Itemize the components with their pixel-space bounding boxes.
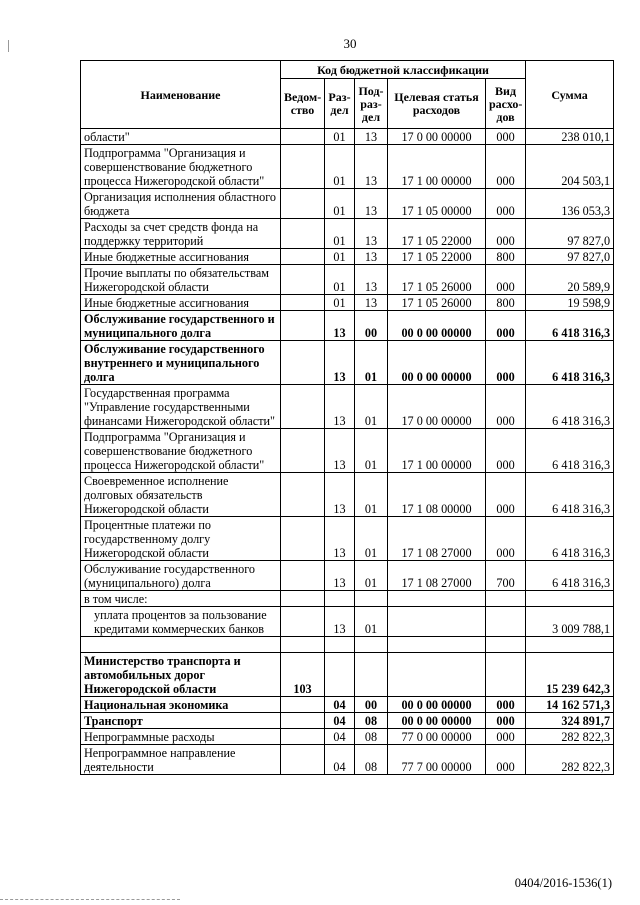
cell-sum: 6 418 316,3: [526, 385, 614, 429]
cell-sum: 6 418 316,3: [526, 429, 614, 473]
cell-ved: [281, 249, 325, 265]
cell-cs: 17 1 00 00000: [388, 145, 486, 189]
cell-vr: 000: [486, 517, 526, 561]
cell-pr: 08: [355, 729, 388, 745]
header-name: Наименование: [81, 61, 281, 129]
scan-artifact: [0, 899, 180, 901]
table-row: [81, 341, 614, 385]
cell-name: Обслуживание государственного и муниципального долга: [81, 311, 281, 341]
table-row: [81, 145, 614, 189]
cell-cs: 17 0 00 00000: [388, 129, 486, 145]
cell-cs: 77 7 00 00000: [388, 745, 486, 775]
cell-name: Прочие выплаты по обязательствам Нижегородской области: [81, 265, 281, 295]
cell-vr: 700: [486, 561, 526, 591]
cell-cs: 17 1 05 22000: [388, 219, 486, 249]
cell-pr: 08: [355, 745, 388, 775]
cell-name: Подпрограмма "Организация и совершенствование бюджетного процесса Нижегородской области": [81, 429, 281, 473]
cell-ved: [281, 517, 325, 561]
cell-name: Расходы за счет средств фонда на поддержку территорий: [81, 219, 281, 249]
cell-name: Иные бюджетные ассигнования: [81, 295, 281, 311]
cell-vr: 000: [486, 265, 526, 295]
cell-cs: 17 1 08 27000: [388, 561, 486, 591]
cell-pr: 13: [355, 265, 388, 295]
cell-cs: 17 1 05 22000: [388, 249, 486, 265]
cell-sum: 15 239 642,3: [526, 653, 614, 697]
cell-vr: 800: [486, 249, 526, 265]
cell-rz: 13: [325, 385, 355, 429]
cell-rz: [325, 653, 355, 697]
cell-vr: 800: [486, 295, 526, 311]
cell-name: [81, 637, 281, 653]
cell-cs: [388, 653, 486, 697]
cell-ved: [281, 637, 325, 653]
table-row: [81, 607, 614, 637]
header-sum: Сумма: [526, 61, 614, 129]
cell-vr: 000: [486, 429, 526, 473]
header-razdel: Раз-дел: [325, 79, 355, 129]
cell-cs: 00 0 00 00000: [388, 311, 486, 341]
cell-name: области": [81, 129, 281, 145]
cell-name: Обслуживание государственного (муниципального) долга: [81, 561, 281, 591]
cell-vr: [486, 653, 526, 697]
cell-name: Непрограммное направление деятельности: [81, 745, 281, 775]
cell-name: Обслуживание государственного внутреннего и муниципального долга: [81, 341, 281, 385]
cell-name: Государственная программа "Управление государственными финансами Нижегородской области": [81, 385, 281, 429]
table-row: [81, 219, 614, 249]
cell-sum: 6 418 316,3: [526, 517, 614, 561]
cell-cs: 17 1 05 00000: [388, 189, 486, 219]
header-target-article: Целевая статья расходов: [388, 79, 486, 129]
cell-rz: 13: [325, 473, 355, 517]
cell-ved: [281, 713, 325, 729]
cell-vr: 000: [486, 713, 526, 729]
cell-cs: 17 1 08 00000: [388, 473, 486, 517]
cell-pr: 01: [355, 517, 388, 561]
cell-sum: 6 418 316,3: [526, 561, 614, 591]
cell-vr: 000: [486, 189, 526, 219]
cell-sum: 20 589,9: [526, 265, 614, 295]
cell-ved: [281, 729, 325, 745]
cell-sum: 19 598,9: [526, 295, 614, 311]
cell-name: Организация исполнения областного бюджета: [81, 189, 281, 219]
cell-cs: [388, 637, 486, 653]
cell-ved: [281, 429, 325, 473]
cell-rz: 01: [325, 129, 355, 145]
table-row: [81, 385, 614, 429]
table-row: [81, 517, 614, 561]
cell-pr: [355, 637, 388, 653]
cell-pr: 08: [355, 713, 388, 729]
cell-ved: [281, 385, 325, 429]
cell-vr: 000: [486, 745, 526, 775]
cell-name: Министерство транспорта и автомобильных дорог Нижегородской области: [81, 653, 281, 697]
cell-vr: 000: [486, 697, 526, 713]
cell-ved: [281, 145, 325, 189]
table-row: [81, 745, 614, 775]
cell-sum: 204 503,1: [526, 145, 614, 189]
cell-sum: 3 009 788,1: [526, 607, 614, 637]
header-vedomstvo: Ведом-ство: [281, 79, 325, 129]
cell-rz: 13: [325, 341, 355, 385]
header-code-group: Код бюджетной классификации: [281, 61, 526, 79]
cell-sum: 6 418 316,3: [526, 341, 614, 385]
cell-sum: 14 162 571,3: [526, 697, 614, 713]
table-row: [81, 189, 614, 219]
cell-rz: [325, 591, 355, 607]
cell-vr: [486, 591, 526, 607]
cell-sum: 324 891,7: [526, 713, 614, 729]
table-row: [81, 129, 614, 145]
cell-name: в том числе:: [81, 591, 281, 607]
cell-ved: [281, 607, 325, 637]
cell-rz: 13: [325, 429, 355, 473]
cell-rz: 13: [325, 517, 355, 561]
cell-vr: 000: [486, 341, 526, 385]
cell-ved: [281, 295, 325, 311]
cell-vr: [486, 637, 526, 653]
cell-vr: 000: [486, 311, 526, 341]
cell-pr: 01: [355, 385, 388, 429]
table-row: [81, 591, 614, 607]
cell-rz: 04: [325, 713, 355, 729]
table-row: [81, 473, 614, 517]
cell-sum: [526, 591, 614, 607]
cell-sum: 282 822,3: [526, 729, 614, 745]
table-row: [81, 713, 614, 729]
cell-sum: 6 418 316,3: [526, 473, 614, 517]
cell-cs: 17 0 00 00000: [388, 385, 486, 429]
cell-pr: 01: [355, 429, 388, 473]
cell-rz: 01: [325, 189, 355, 219]
cell-name: Национальная экономика: [81, 697, 281, 713]
table-row: [81, 249, 614, 265]
cell-rz: 13: [325, 561, 355, 591]
cell-rz: 04: [325, 729, 355, 745]
cell-sum: 97 827,0: [526, 219, 614, 249]
cell-vr: 000: [486, 473, 526, 517]
cell-pr: 13: [355, 145, 388, 189]
cell-ved: [281, 341, 325, 385]
cell-vr: 000: [486, 219, 526, 249]
cell-pr: 13: [355, 219, 388, 249]
cell-ved: 103: [281, 653, 325, 697]
cell-sum: 282 822,3: [526, 745, 614, 775]
cell-cs: 17 1 05 26000: [388, 265, 486, 295]
cell-name: Подпрограмма "Организация и совершенствование бюджетного процесса Нижегородской области": [81, 145, 281, 189]
cell-pr: [355, 591, 388, 607]
cell-name: Процентные платежи по государственному долгу Нижегородской области: [81, 517, 281, 561]
cell-vr: 000: [486, 385, 526, 429]
cell-pr: 01: [355, 607, 388, 637]
cell-pr: 13: [355, 189, 388, 219]
cell-ved: [281, 129, 325, 145]
table-row: [81, 697, 614, 713]
cell-vr: 000: [486, 145, 526, 189]
cell-pr: 01: [355, 341, 388, 385]
cell-ved: [281, 473, 325, 517]
cell-pr: 01: [355, 561, 388, 591]
cell-pr: 13: [355, 295, 388, 311]
cell-cs: 17 1 05 26000: [388, 295, 486, 311]
cell-ved: [281, 697, 325, 713]
cell-rz: 01: [325, 145, 355, 189]
table-row: [81, 265, 614, 295]
table-body: [81, 129, 614, 775]
cell-cs: 77 0 00 00000: [388, 729, 486, 745]
cell-ved: [281, 591, 325, 607]
cell-cs: 17 1 00 00000: [388, 429, 486, 473]
cell-cs: [388, 591, 486, 607]
cell-ved: [281, 311, 325, 341]
cell-rz: 13: [325, 607, 355, 637]
cell-name: уплата процентов за пользование кредитами коммерческих банков: [81, 607, 281, 637]
cell-rz: 01: [325, 249, 355, 265]
cell-rz: 01: [325, 295, 355, 311]
cell-sum: 238 010,1: [526, 129, 614, 145]
cell-ved: [281, 189, 325, 219]
cell-rz: [325, 637, 355, 653]
table-row: [81, 729, 614, 745]
cell-cs: [388, 607, 486, 637]
table-row: [81, 311, 614, 341]
cell-sum: 97 827,0: [526, 249, 614, 265]
header-expense-type: Вид расхо-дов: [486, 79, 526, 129]
cell-name: Иные бюджетные ассигнования: [81, 249, 281, 265]
cell-name: Своевременное исполнение долговых обязательств Нижегородской области: [81, 473, 281, 517]
page-number: 30: [343, 36, 357, 51]
cell-rz: 13: [325, 311, 355, 341]
cell-vr: 000: [486, 129, 526, 145]
cell-sum: [526, 637, 614, 653]
cell-cs: 00 0 00 00000: [388, 341, 486, 385]
cell-vr: [486, 607, 526, 637]
cell-pr: [355, 653, 388, 697]
cell-ved: [281, 265, 325, 295]
cell-rz: 04: [325, 745, 355, 775]
header-podrazdel: Под-раз-дел: [355, 79, 388, 129]
cell-ved: [281, 219, 325, 249]
cell-cs: 00 0 00 00000: [388, 697, 486, 713]
table-row: [81, 653, 614, 697]
table-row: [81, 429, 614, 473]
cell-pr: 13: [355, 249, 388, 265]
cell-name: Транспорт: [81, 713, 281, 729]
cell-pr: 00: [355, 697, 388, 713]
table-row: [81, 637, 614, 653]
cell-rz: 01: [325, 265, 355, 295]
cell-sum: 6 418 316,3: [526, 311, 614, 341]
cell-name: Непрограммные расходы: [81, 729, 281, 745]
cell-cs: 17 1 08 27000: [388, 517, 486, 561]
cell-pr: 01: [355, 473, 388, 517]
cell-sum: 136 053,3: [526, 189, 614, 219]
table-row: [81, 295, 614, 311]
cell-ved: [281, 745, 325, 775]
cell-vr: 000: [486, 729, 526, 745]
cell-pr: 00: [355, 311, 388, 341]
cell-rz: 01: [325, 219, 355, 249]
cell-cs: 00 0 00 00000: [388, 713, 486, 729]
cell-pr: 13: [355, 129, 388, 145]
document-code: 0404/2016-1536(1): [514, 876, 612, 890]
budget-table: [80, 60, 614, 775]
table-row: [81, 561, 614, 591]
cell-ved: [281, 561, 325, 591]
cell-rz: 04: [325, 697, 355, 713]
